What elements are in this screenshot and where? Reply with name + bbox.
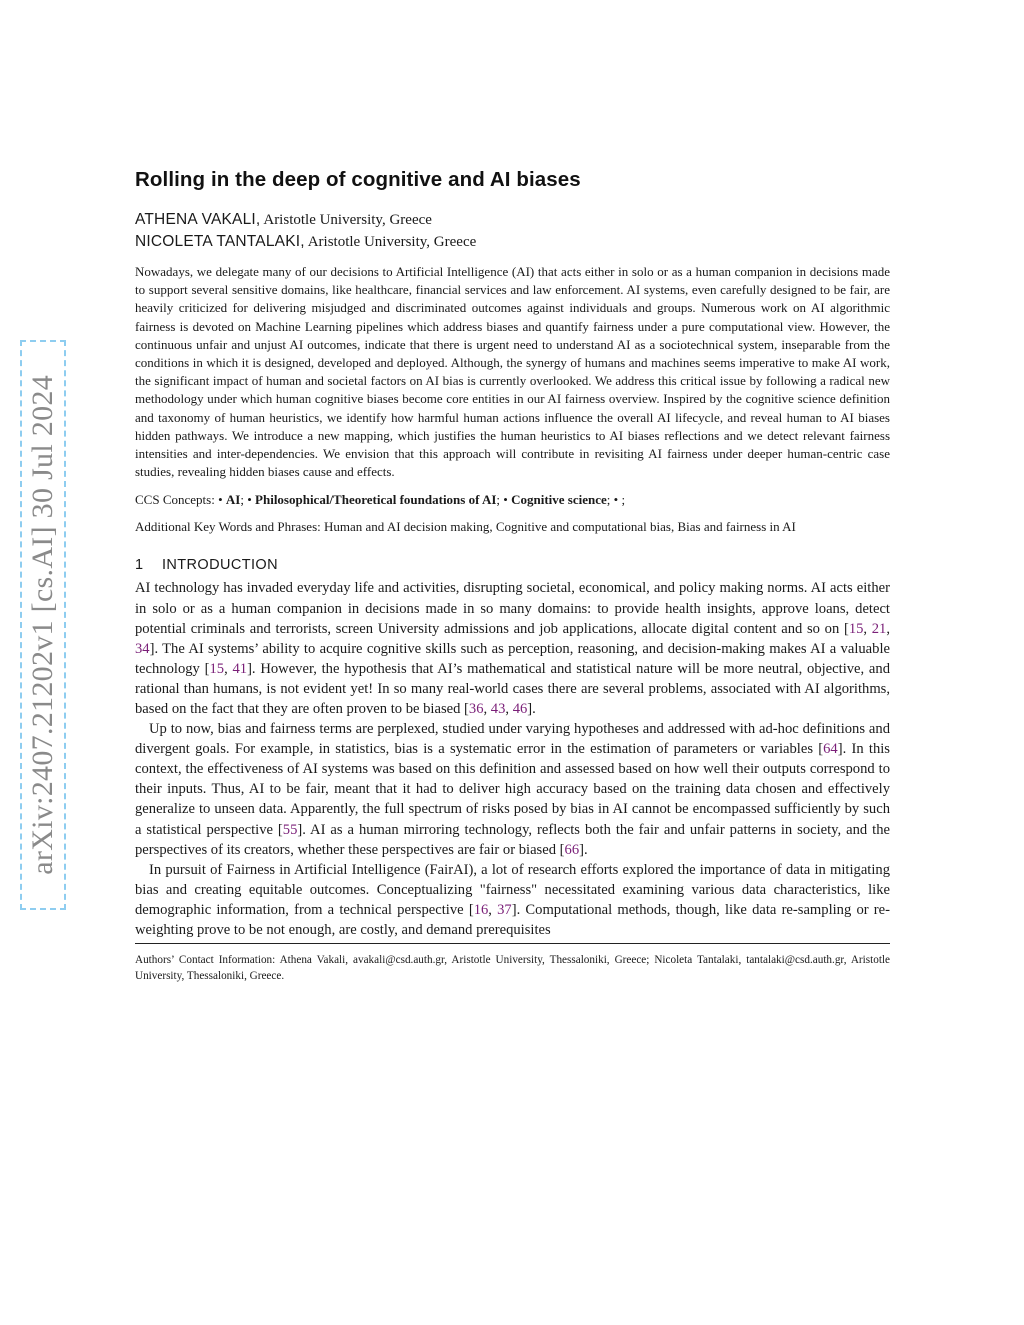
paper-page <box>135 168 890 984</box>
paragraph: AI technology has invaded everyday life and activities, disrupting societal, economical, and policy making norms. AI acts either in solo or as a human companion in decisions made in so many domains: to provide health insights, approve loans, detect potential criminals and terrorists, screen University admissions and job applications, allocate digital content and so on [15, 21, 34]. The AI systems’ ability to acquire cognitive skills such as perception, reasoning, and decision-making makes AI a valuable technology [15, 41]. However, the hypothesis that AI’s mathematical and statistical nature will be more neutral, objective, and rational than humans, is not evident yet! In so many real-world cases there are several problems, associated with AI algorithms, based on the fact that they are often proven to be biased [36, 43, 46]. <box>135 580 890 717</box>
citation-link[interactable]: 41 <box>232 660 248 677</box>
author-affiliation: Aristotle University, Greece <box>307 234 477 250</box>
footnote-divider <box>135 943 890 944</box>
citation-link[interactable]: 15 <box>848 620 864 637</box>
section-heading <box>135 557 890 573</box>
paragraph: In pursuit of Fairness in Artificial Intelligence (FairAI), a lot of research efforts explored the importance of data in mitigating bias and creating equitable outcomes. Conceptualizing "fairness" necessitated examining various data characteristics, like demographic information, from a technical perspective [16, 37]. Computational methods, though, like data re-sampling or re-weighting prove to be not enough, are costly, and demand prerequisites <box>135 861 891 939</box>
author-name: ATHENA VAKALI, <box>135 211 261 228</box>
ccs-label: CCS Concepts: <box>135 492 215 508</box>
citation-link[interactable]: 46 <box>512 701 528 717</box>
citation-link[interactable]: 66 <box>564 841 580 858</box>
ccs-bullet: • <box>503 492 508 508</box>
author-contact-footnote: Authors’ Contact Information: Athena Vakali, avakali@csd.auth.gr, Aristotle University, Thessaloniki, Greece; Nicoleta Tantalaki, tantalaki@csd.auth.gr, Aristotle University, Thessaloniki, Greece. <box>135 954 890 983</box>
citation-link[interactable]: 15 <box>209 660 225 677</box>
section-number: 1 <box>135 557 144 574</box>
author-entry <box>135 231 890 253</box>
ccs-bullet: • <box>218 492 223 508</box>
author-list <box>135 209 890 253</box>
citation-link[interactable]: 37 <box>497 901 512 918</box>
section-title: INTRODUCTION <box>162 557 278 574</box>
author-affiliation: Aristotle University, Greece <box>263 212 432 228</box>
paragraph: Up to now, bias and fairness terms are perplexed, studied under varying hypotheses and addressed with ad-hoc definitions and divergent goals. For example, in statistics, bias is a systematic error in the estimation of parameters or variables [64]. In this context, the effectiveness of AI systems was based on this definition and assessed based on how well their outputs correspond to their inputs. Thus, AI to be fair, meant that it had to deliver high accuracy based on the training data chosen and effectively generalize to unseen data. Apparently, the full spectrum of risks posed by bias in AI cannot be encompassed sufficiently by such a statistical perspective [55]. AI as a human mirroring technology, reflects both the fair and unfair patterns in society, and the perspectives of its creators, whether these perspectives are fair or biased [66]. <box>135 721 891 858</box>
citation-link[interactable]: 64 <box>823 741 838 758</box>
ccs-concept: Philosophical/Theoretical foundations of AI <box>255 492 497 508</box>
arxiv-sidebar-stamp <box>20 340 66 910</box>
citation-link[interactable]: 16 <box>473 901 489 918</box>
paper-title: Rolling in the deep of cognitive and AI biases <box>135 168 581 191</box>
abstract: Nowadays, we delegate many of our decisions to Artificial Intelligence (AI) that acts either in solo or as a human companion in decisions made to support several sensitive domains, like healthcare, financial services and law enforcement. AI systems, even carefully designed to be fair, are heavily criticized for delivering misjudged and discriminated outcomes against individuals and groups. Numerous work on AI algorithmic fairness is devoted on Machine Learning pipelines which address biases and quantify fairness under a pure computational view. However, the continuous unfair and unjust AI outcomes, indicate that there is urgent need to understand AI as a sociotechnical system, inseparable from the conditions in which it is designed, developed and deployed. Although, the synergy of humans and machines seems imperative to make AI work, the significant impact of human and societal factors on AI bias is currently overlooked. We address this critical issue by following a radical new methodology under which human cognitive biases become core entities in our AI fairness overview. Inspired by the cognitive science definition and taxonomy of human heuristics, we identify how harmful human actions influence the overall AI lifecycle, and reveal human to AI biases hidden pathways. We introduce a new mapping, which justifies the human heuristics to AI biases reflections and we detect relevant fairness intensities and inter-dependencies. We envision that this approach will contribute in revisiting AI fairness under deeper human-centric case studies, revealing hidden biases cause and effects. <box>135 264 890 480</box>
author-entry <box>135 209 890 231</box>
citation-link[interactable]: 36 <box>468 701 484 717</box>
citation-link[interactable]: 21 <box>871 620 887 637</box>
author-name: NICOLETA TANTALAKI, <box>135 233 305 250</box>
introduction-body <box>135 578 890 940</box>
keywords: Additional Key Words and Phrases: Human and AI decision making, Cognitive and computational bias, Bias and fairness in AI <box>135 519 796 535</box>
ccs-bullet: • <box>247 492 252 508</box>
citation-link[interactable]: 43 <box>490 701 506 717</box>
ccs-concepts: CCS Concepts: • AI; • Philosophical/Theoretical foundations of AI; • Cognitive science; • ; <box>135 492 626 508</box>
citation-link[interactable]: 55 <box>282 821 298 838</box>
arxiv-identifier: arXiv:2407.21202v1 [cs.AI] 30 Jul 2024 <box>26 375 59 875</box>
citation-link[interactable]: 34 <box>135 640 150 657</box>
ccs-bullet: • <box>613 492 619 508</box>
ccs-concept: Cognitive science <box>511 492 607 508</box>
ccs-concept: AI <box>225 492 241 508</box>
